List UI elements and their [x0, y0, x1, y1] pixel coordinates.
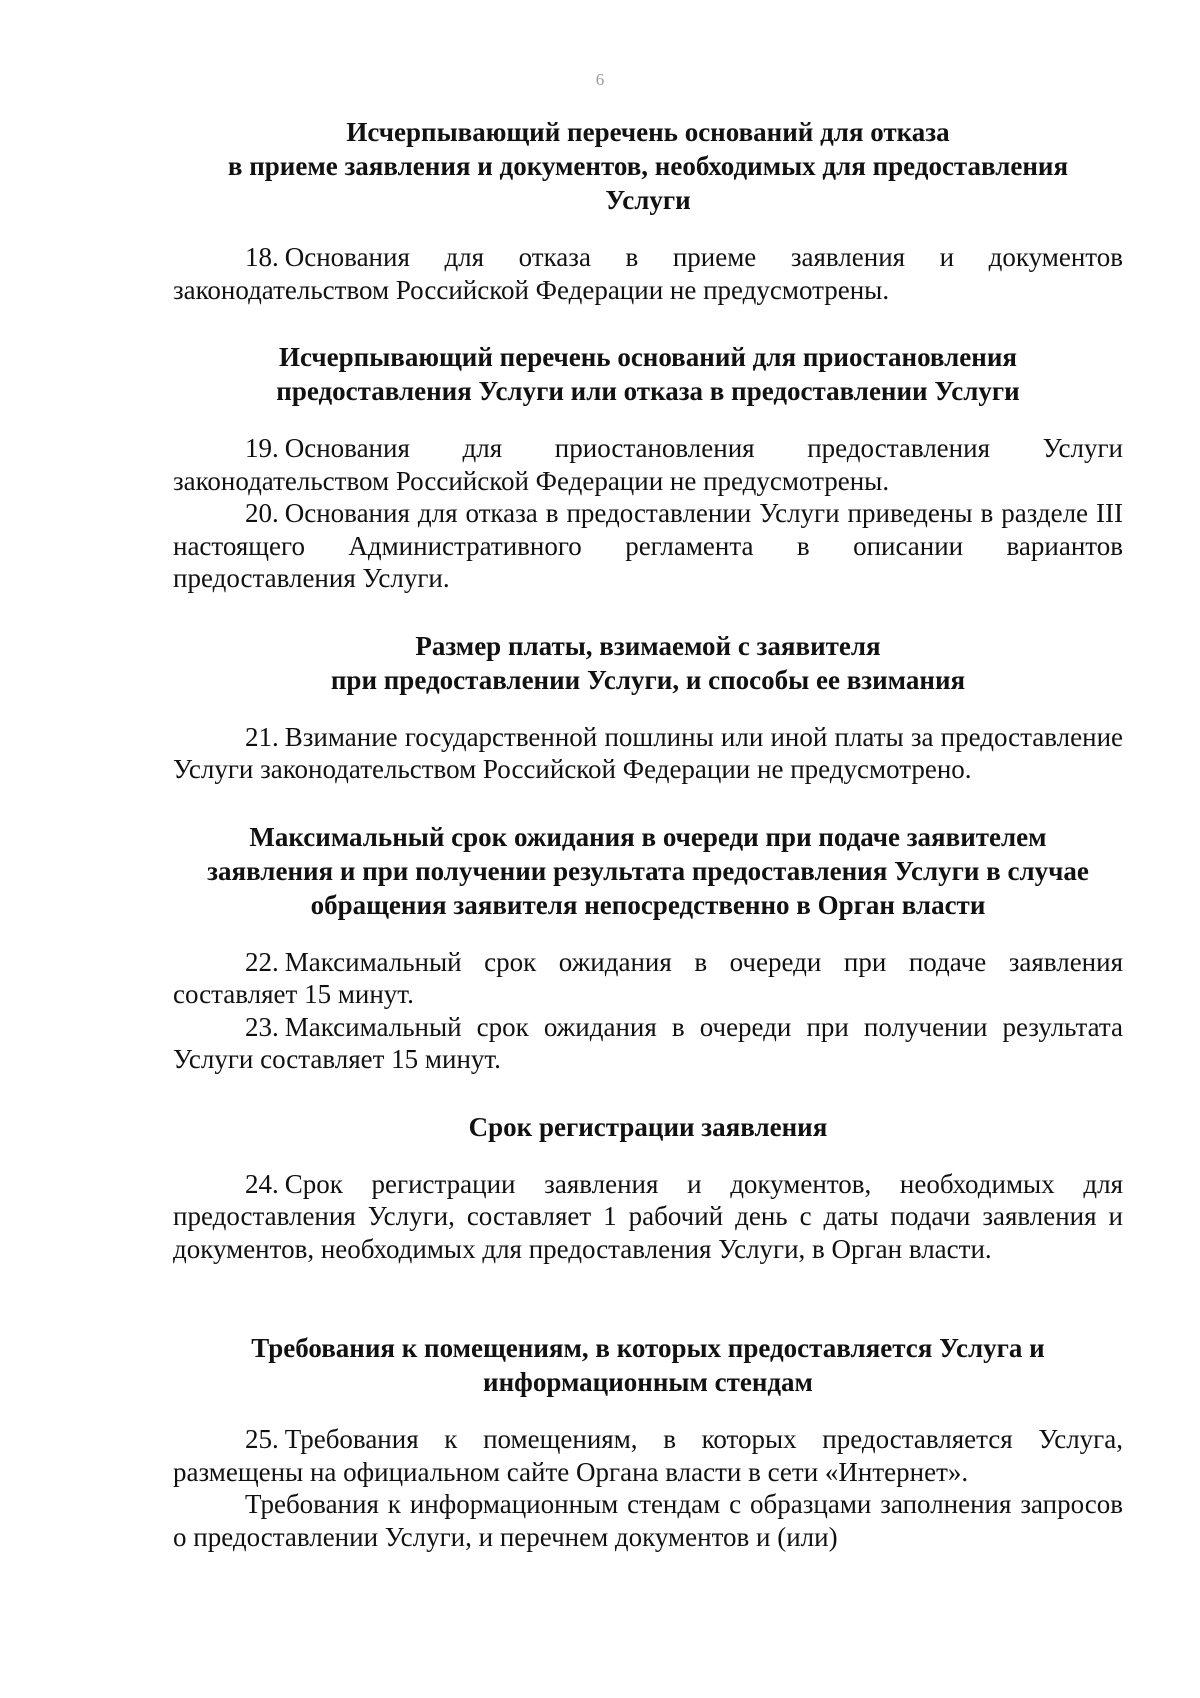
paragraph-25: [173, 1423, 1123, 1488]
paragraph-21: [173, 721, 1123, 786]
heading-line: заявления и при получении результата предоставления Услуги в случае: [207, 855, 1089, 886]
paragraph-text: Максимальный срок ожидания в очереди при получении результата Услуги составляет 15 минут.: [173, 1011, 1123, 1074]
heading-line: Требования к помещениям, в которых предоставляется Услуга и: [251, 1333, 1045, 1363]
paragraph-stands-requirements: [173, 1488, 1123, 1553]
heading-line: Услуги: [605, 185, 691, 215]
paragraph-text: Взимание государственной пошлины или иной платы за предоставление Услуги законодательством Российской Федерации не предусмотрено.: [173, 721, 1123, 784]
heading-line: Исчерпывающий перечень оснований для отказа: [346, 117, 950, 147]
paragraph-number: 22.: [245, 946, 279, 977]
paragraph-text: Основания для приостановления предоставления Услуги законодательством Российской Федерации не предусмотрены.: [173, 433, 1123, 496]
paragraph-number: 20.: [245, 498, 279, 528]
paragraph-number: 23.: [245, 1011, 279, 1042]
heading-line: информационным стендам: [483, 1367, 813, 1397]
section-heading-fee: [173, 629, 1123, 697]
page-number: 6: [595, 70, 605, 89]
section-heading-refusal-reception: [173, 115, 1123, 217]
section-heading-queue-time: [173, 820, 1123, 922]
paragraph-text: Основания для отказа в предоставлении Услуги приведены в разделе III настоящего Административного регламента в описании вариантов предоставления Услуги.: [173, 498, 1123, 593]
heading-line: в приеме заявления и документов, необходимых для предоставления: [227, 151, 1069, 181]
paragraph-text: Требования к помещениям, в которых предоставляется Услуга, размещены на официальном сайте Органа власти в сети «Интернет».: [173, 1424, 1123, 1487]
paragraph-text: Срок регистрации заявления и документов, необходимых для предоставления Услуги, составляет 1 рабочий день с даты подачи заявления и документов, необходимых для предоставления Услуги, в Орган власти.: [173, 1168, 1123, 1264]
paragraph-19: [173, 432, 1123, 497]
paragraph-number: 18.: [245, 242, 279, 272]
paragraph-number: 25.: [245, 1424, 279, 1454]
paragraph-number: 21.: [245, 721, 279, 752]
paragraph-20: [173, 497, 1123, 595]
paragraph-text: Максимальный срок ожидания в очереди при подаче заявления составляет 15 минут.: [173, 946, 1123, 1009]
paragraph-23: [173, 1011, 1123, 1076]
document-body: [173, 115, 1123, 1553]
paragraph-text: Требования к информационным стендам с образцами заполнения запросов о предоставлении Услуги, и перечнем документов и (или): [173, 1489, 1123, 1552]
heading-line: Исчерпывающий перечень оснований для приостановления: [278, 342, 1018, 372]
section-heading-premises-requirements: [173, 1331, 1123, 1399]
paragraph-number: 24.: [245, 1168, 279, 1199]
heading-line: Размер платы, взимаемой с заявителя: [415, 630, 881, 661]
section-heading-suspension: [173, 340, 1123, 408]
section-heading-registration-term: [173, 1110, 1123, 1144]
paragraph-22: [173, 946, 1123, 1011]
heading-line: обращения заявителя непосредственно в Орган власти: [310, 889, 986, 920]
paragraph-18: [173, 241, 1123, 306]
heading-line: Срок регистрации заявления: [468, 1111, 828, 1142]
heading-line: при предоставлении Услуги, и способы ее взимания: [330, 664, 966, 695]
paragraph-number: 19.: [245, 433, 279, 463]
heading-line: предоставления Услуги или отказа в предоставлении Услуги: [276, 376, 1020, 406]
paragraph-text: Основания для отказа в приеме заявления и документов законодательством Российской Федерации не предусмотрены.: [173, 242, 1123, 305]
paragraph-24: [173, 1168, 1123, 1266]
heading-line: Максимальный срок ожидания в очереди при подаче заявителем: [249, 821, 1047, 852]
